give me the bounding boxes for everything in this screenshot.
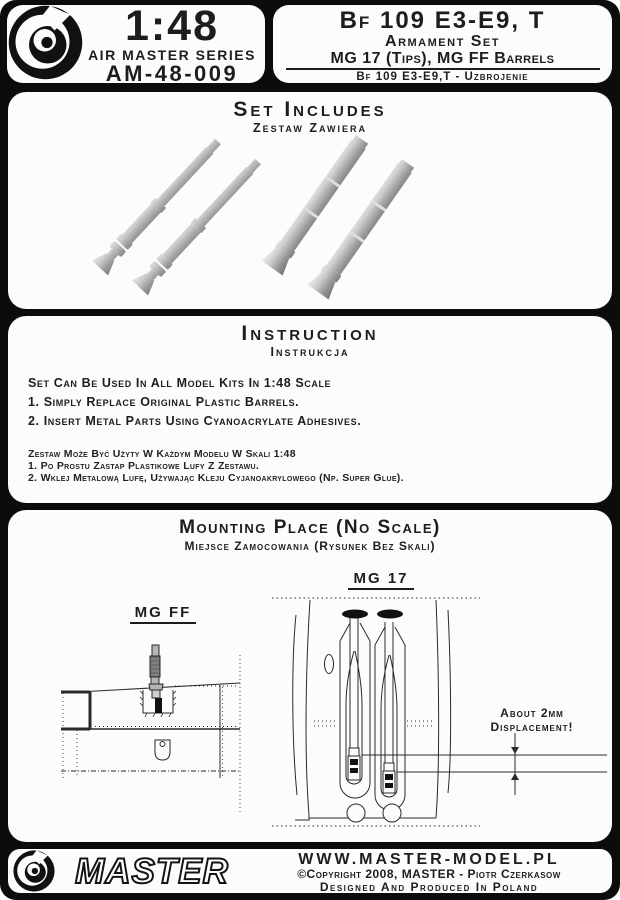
scale-text: 1:48	[124, 2, 220, 50]
header-divider	[286, 68, 600, 70]
header-left-text	[83, 2, 261, 86]
product-contents: MG 17 (Tips), MG FF Barrels	[330, 50, 555, 67]
mounting-title: Mounting Place (No Scale)	[179, 517, 441, 538]
product-title: Bf 109 E3-E9, T	[339, 7, 546, 34]
master-logo-icon	[8, 5, 83, 80]
barrel-mg-ff	[261, 132, 372, 275]
mg-ff-label: MG FF	[113, 604, 213, 621]
instruction-line-en: 2. Insert Metal Parts Using Cyanoacrylate Adhesives.	[28, 414, 362, 428]
instruction-title: Instruction	[241, 322, 379, 345]
product-subtitle: Armament Set	[385, 33, 500, 50]
barrel-mg-ff	[307, 156, 418, 300]
displacement-note	[463, 706, 601, 734]
series-text: AIR MASTER SERIES	[88, 47, 256, 63]
mg-ff-drawing	[45, 630, 260, 820]
barrels-photo	[8, 132, 612, 309]
footer-panel	[8, 849, 612, 893]
instruction-line-pl: 1. Po Prostu Zastap Plastikowe Lufy Z Zestawu.	[28, 460, 260, 472]
mg-17-label: MG 17	[331, 570, 431, 587]
instruction-line-en: 1. Simply Replace Original Plastic Barrels.	[28, 395, 300, 409]
master-logo-icon	[13, 850, 55, 892]
website-url: WWW.MASTER-MODEL.PL	[298, 851, 560, 868]
instruction-line-pl: 2. Wklej Metalową Lufę, Używając Kleju Cyjanoakrylowego (Np. Super Glue).	[28, 472, 404, 484]
brand-wordmark: MASTER	[75, 852, 229, 891]
section-set-includes	[8, 92, 612, 309]
footer-text	[248, 852, 610, 894]
barrel-mg17-tip	[92, 134, 226, 276]
set-includes-title-pl: Zestaw Zawiera	[252, 121, 368, 135]
mg17-muzzle-detail	[383, 763, 395, 793]
instruction-title-pl: Instrukcja	[270, 345, 350, 359]
section-instruction	[8, 316, 612, 503]
header-right-panel	[273, 5, 612, 83]
mg17-muzzle-detail	[348, 748, 360, 780]
product-title-pl: Bf 109 E3-E9,T - Uzbrojenie	[356, 71, 529, 83]
set-includes-title: Set Includes	[233, 98, 387, 121]
displacement-note-line1: About 2mm	[500, 706, 564, 720]
barrel-mg17-tip	[132, 154, 266, 296]
section-mounting	[8, 510, 612, 842]
origin-text: Designed And Produced In Poland	[319, 880, 539, 894]
instruction-line-pl: Zestaw Może Być Użyty W Każdym Modelu W Skali 1:48	[28, 448, 296, 460]
instruction-line-en: Set Can Be Used In All Model Kits In 1:48 Scale	[28, 376, 332, 390]
copyright-text: ©Copyright 2008, MASTER - Piotr Czerkasow	[297, 867, 561, 881]
header-left-panel	[7, 2, 265, 86]
mounting-title-pl: Miejsce Zamocowania (Rysunek Bez Skali)	[184, 539, 436, 553]
product-code: AM-48-009	[105, 61, 239, 86]
displacement-note-line2: Displacement!	[490, 720, 574, 734]
